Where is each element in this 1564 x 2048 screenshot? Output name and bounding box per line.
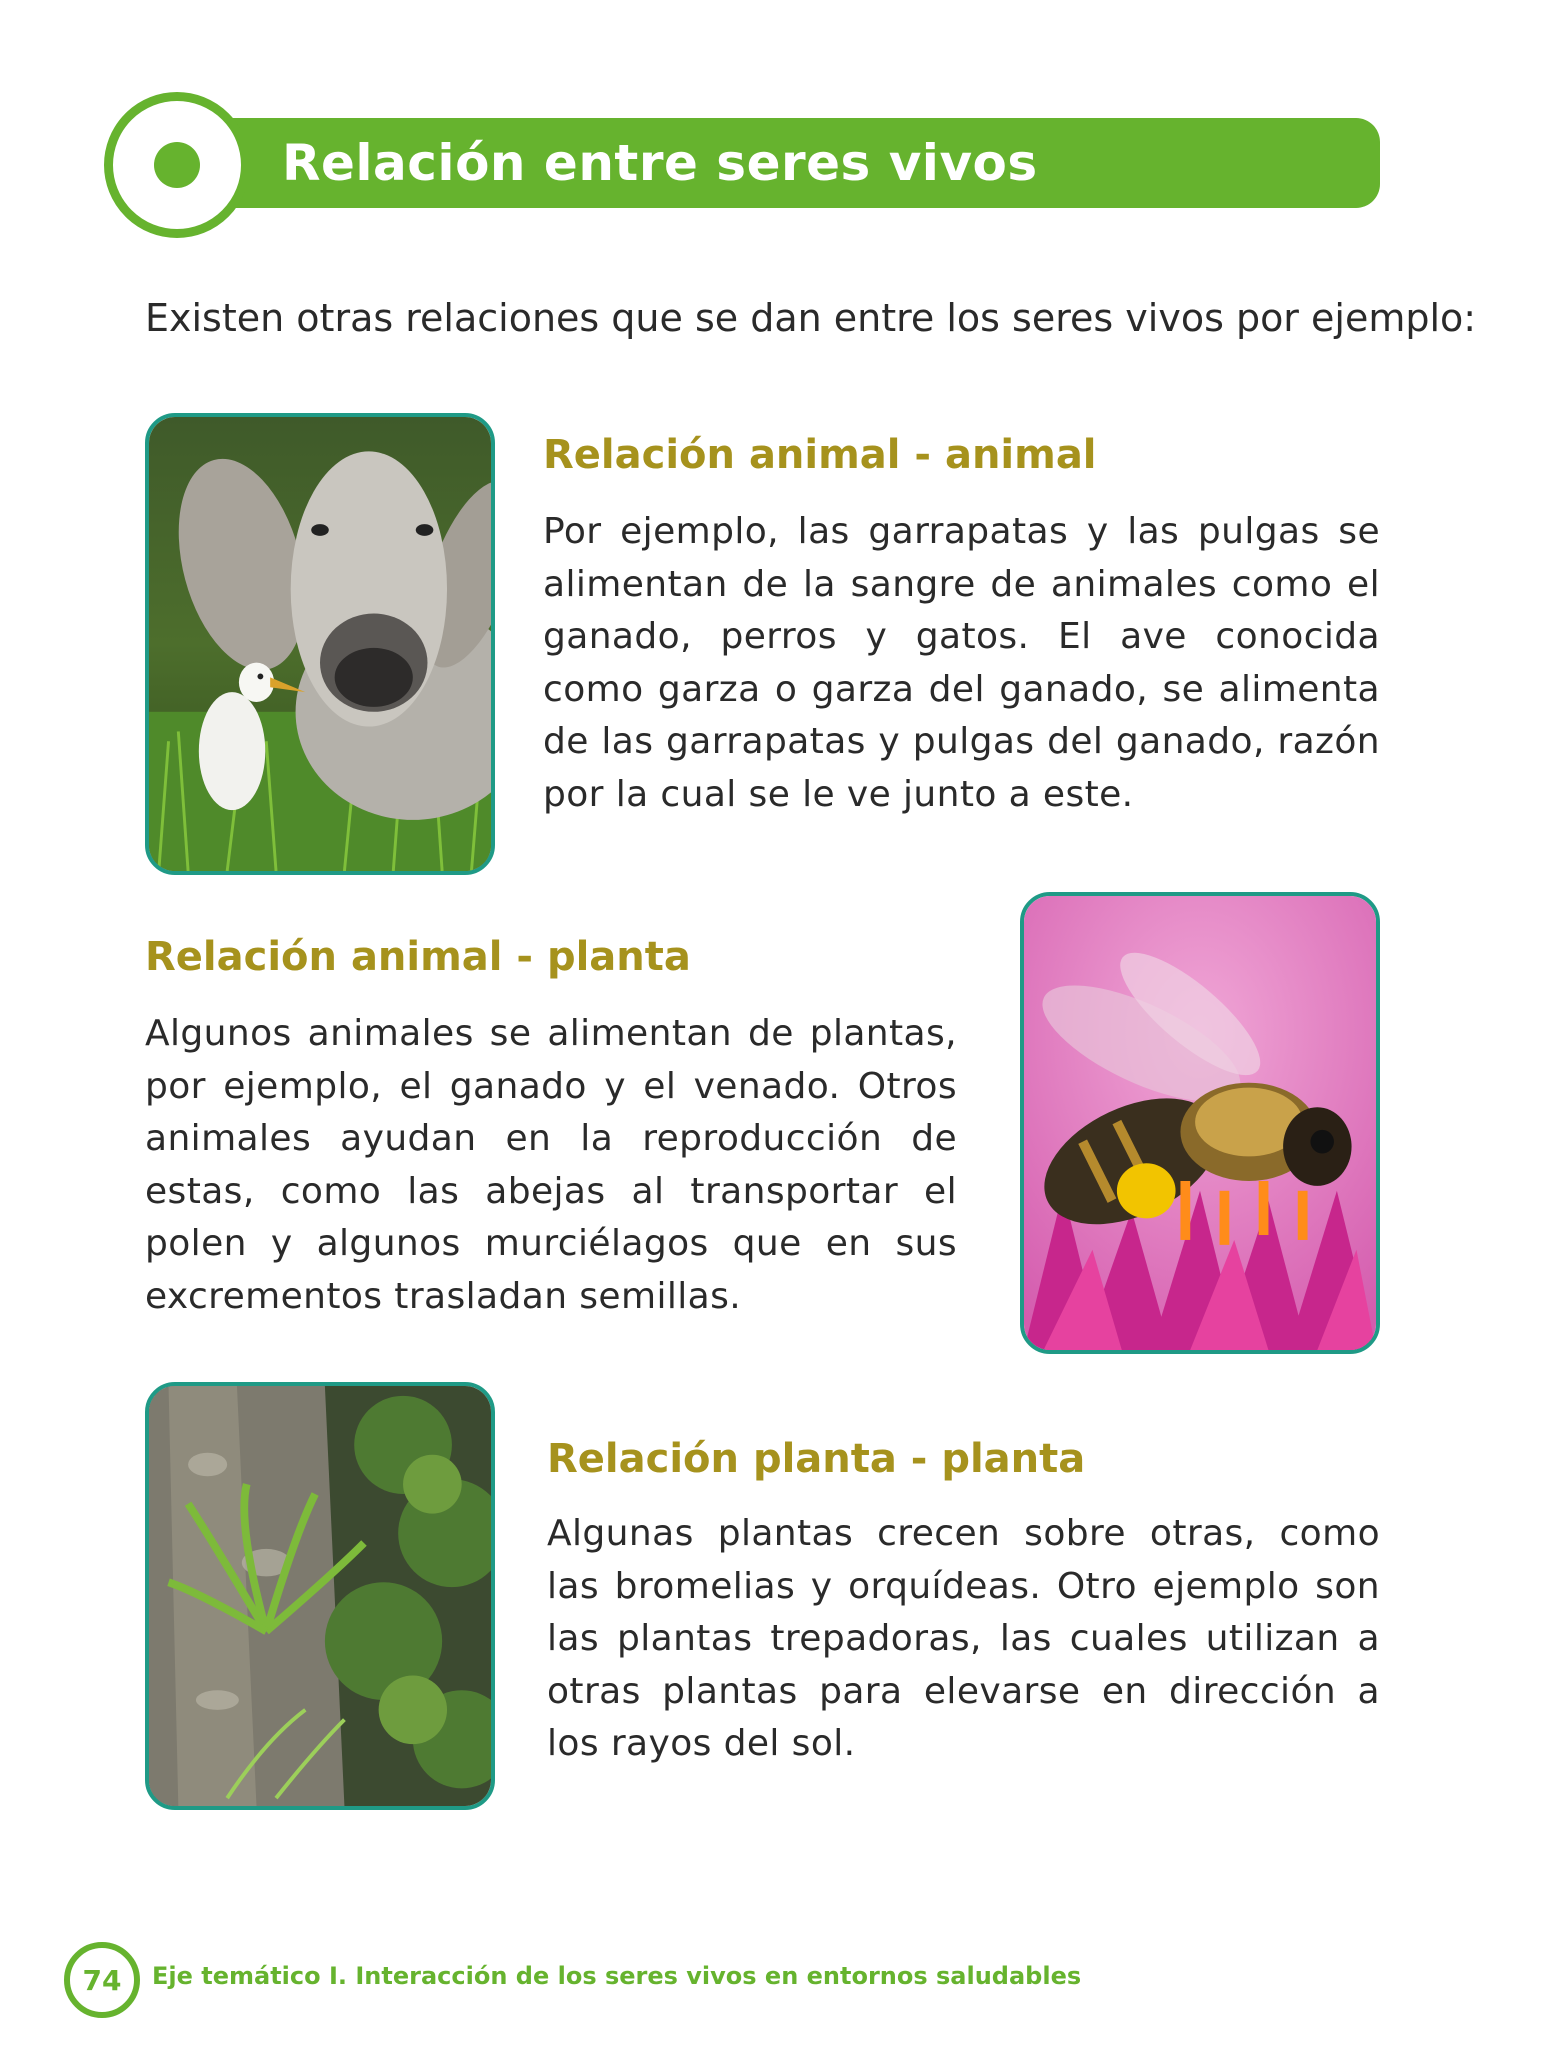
page-number-badge [64, 1942, 140, 2018]
footer-title: Eje temático I. Interacción de los seres vivos en entornos saludables [152, 1962, 1082, 1990]
page-number: 74 [82, 1963, 122, 1997]
section-text-planta-planta: Algunas plantas crecen sobre otras, como las bromelias y orquídeas. Otro ejemplo son las plantas trepadoras, las cuales utilizan a otras plantas para elevarse en dirección a los rayos del sol. [547, 1513, 1380, 1764]
section-heading-planta-planta: Relación planta - planta [547, 1436, 1086, 1482]
banner-dot-icon [154, 142, 200, 188]
section-heading-animal-planta: Relación animal - planta [145, 934, 691, 980]
epiphytes-on-tree-photo [145, 1382, 495, 1810]
bee-on-flower-photo [1020, 892, 1380, 1354]
page-title: Relación entre seres vivos [282, 134, 1038, 192]
section-text-animal-animal: Por ejemplo, las garrapatas y las pulgas se alimentan de la sangre de animales como el ganado, perros y gatos. El ave conocida como garza o garza del ganado, se alimenta de las garrapatas y pulgas del ganado, razón por la cual se le ve junto a este. [543, 511, 1380, 815]
cow-and-egret-photo [145, 413, 495, 875]
section-heading-animal-animal: Relación animal - animal [543, 432, 1097, 478]
intro-paragraph: Existen otras relaciones que se dan entre los seres vivos por ejemplo: [145, 296, 1477, 340]
section-text-animal-planta: Algunos animales se alimentan de plantas, por ejemplo, el ganado y el venado. Otros animales ayudan en la reproducción de estas, como las abejas al transportar el polen y algunos murciélagos que en sus excrementos trasladan semillas. [145, 1013, 957, 1317]
